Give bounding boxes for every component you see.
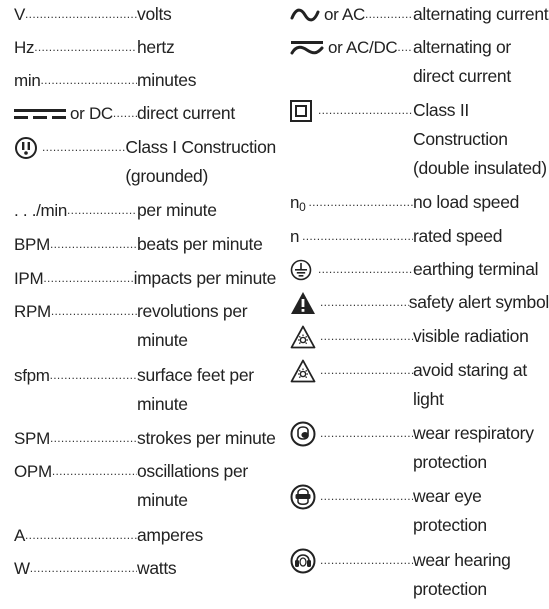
term-label: A	[14, 526, 26, 545]
definition: amperes	[137, 525, 203, 545]
entry-earthing-terminal	[290, 255, 549, 284]
definition: per minute	[137, 200, 217, 220]
entry-visible-radiation	[290, 322, 549, 351]
definition: minutes	[137, 70, 197, 90]
definition: direct current	[137, 103, 235, 123]
definition: volts	[137, 4, 172, 24]
definition: alternating current	[413, 4, 549, 24]
definition: rated speed	[413, 226, 503, 246]
definition: wear respiratory protection	[413, 423, 534, 472]
term-label: $n_0$	[290, 193, 306, 214]
class-two-construction-icon	[290, 96, 312, 125]
term-label: n	[290, 227, 300, 246]
term-label: sfpm	[14, 366, 50, 385]
entry-respiratory-protection	[290, 419, 549, 477]
term-label: Hz	[14, 38, 35, 57]
entry-ipm	[14, 264, 276, 293]
definition: beats per minute	[137, 234, 263, 254]
definition: oscillations per minute	[137, 461, 248, 510]
entry-class-one	[14, 133, 276, 191]
definition: alternating or direct current	[413, 37, 511, 86]
term-label: SPM	[14, 429, 50, 448]
direct-current-icon	[14, 99, 66, 128]
definition: earthing terminal	[413, 259, 539, 279]
entry-ac-dc	[290, 33, 549, 91]
definition: avoid staring at light	[413, 360, 527, 409]
definition: safety alert symbol	[408, 292, 549, 312]
eye-protection-icon	[290, 482, 316, 511]
entry-class-two	[290, 96, 549, 183]
respirator-icon	[290, 419, 316, 448]
term-label: IPM	[14, 269, 44, 288]
definition: visible radiation	[413, 326, 529, 346]
visible-radiation-icon	[290, 322, 316, 351]
earthing-terminal-icon	[290, 255, 312, 284]
entry-rated-speed	[290, 222, 549, 251]
definition: impacts per minute	[133, 268, 276, 288]
definition: wear eye protection	[413, 486, 487, 535]
entry-avoid-staring	[290, 356, 549, 414]
term-subscript: 0	[299, 200, 306, 214]
hearing-protection-icon	[290, 546, 316, 575]
entry-bpm	[14, 230, 276, 259]
term-label: . . ./min	[14, 201, 68, 220]
term-label: or AC/DC	[328, 38, 398, 57]
definition: wear hearing protection	[413, 550, 511, 599]
ac-dc-icon	[290, 33, 324, 62]
entry-volts	[14, 0, 276, 29]
definition: Class I Construction (grounded)	[125, 137, 276, 186]
safety-alert-icon	[290, 288, 316, 317]
term-label: V	[14, 5, 26, 24]
term-label: or AC	[324, 5, 366, 24]
entry-eye-protection	[290, 482, 549, 540]
definition: revolutions per minute	[137, 301, 248, 350]
definition: strokes per minute	[137, 428, 276, 448]
entry-direct-current	[14, 99, 276, 128]
term-label: RPM	[14, 302, 51, 321]
definition: surface feet per minute	[137, 365, 254, 414]
entry-spm	[14, 424, 276, 453]
definition: no load speed	[413, 192, 520, 212]
definition: hertz	[137, 37, 175, 57]
term-label: W	[14, 559, 30, 578]
term-label: BPM	[14, 235, 50, 254]
entry-amperes	[14, 521, 276, 550]
avoid-staring-icon	[290, 356, 316, 385]
entry-minutes	[14, 66, 276, 95]
entry-no-load-speed	[290, 188, 549, 217]
entry-per-minute	[14, 196, 276, 225]
entry-watts	[14, 554, 276, 583]
definition: watts	[137, 558, 177, 578]
class-one-construction-icon	[14, 133, 38, 162]
term-label: OPM	[14, 462, 52, 481]
alternating-current-icon	[290, 0, 320, 29]
term-label: or DC	[70, 104, 113, 123]
entry-safety-alert	[290, 288, 549, 317]
entry-hearing-protection	[290, 546, 549, 604]
entry-rpm	[14, 297, 276, 355]
term-label: min	[14, 71, 41, 90]
definition: Class II Construction (double insulated)	[413, 100, 547, 178]
entry-hertz	[14, 33, 276, 62]
entry-sfpm	[14, 361, 276, 419]
entry-opm	[14, 457, 276, 515]
entry-alternating-current	[290, 0, 549, 29]
